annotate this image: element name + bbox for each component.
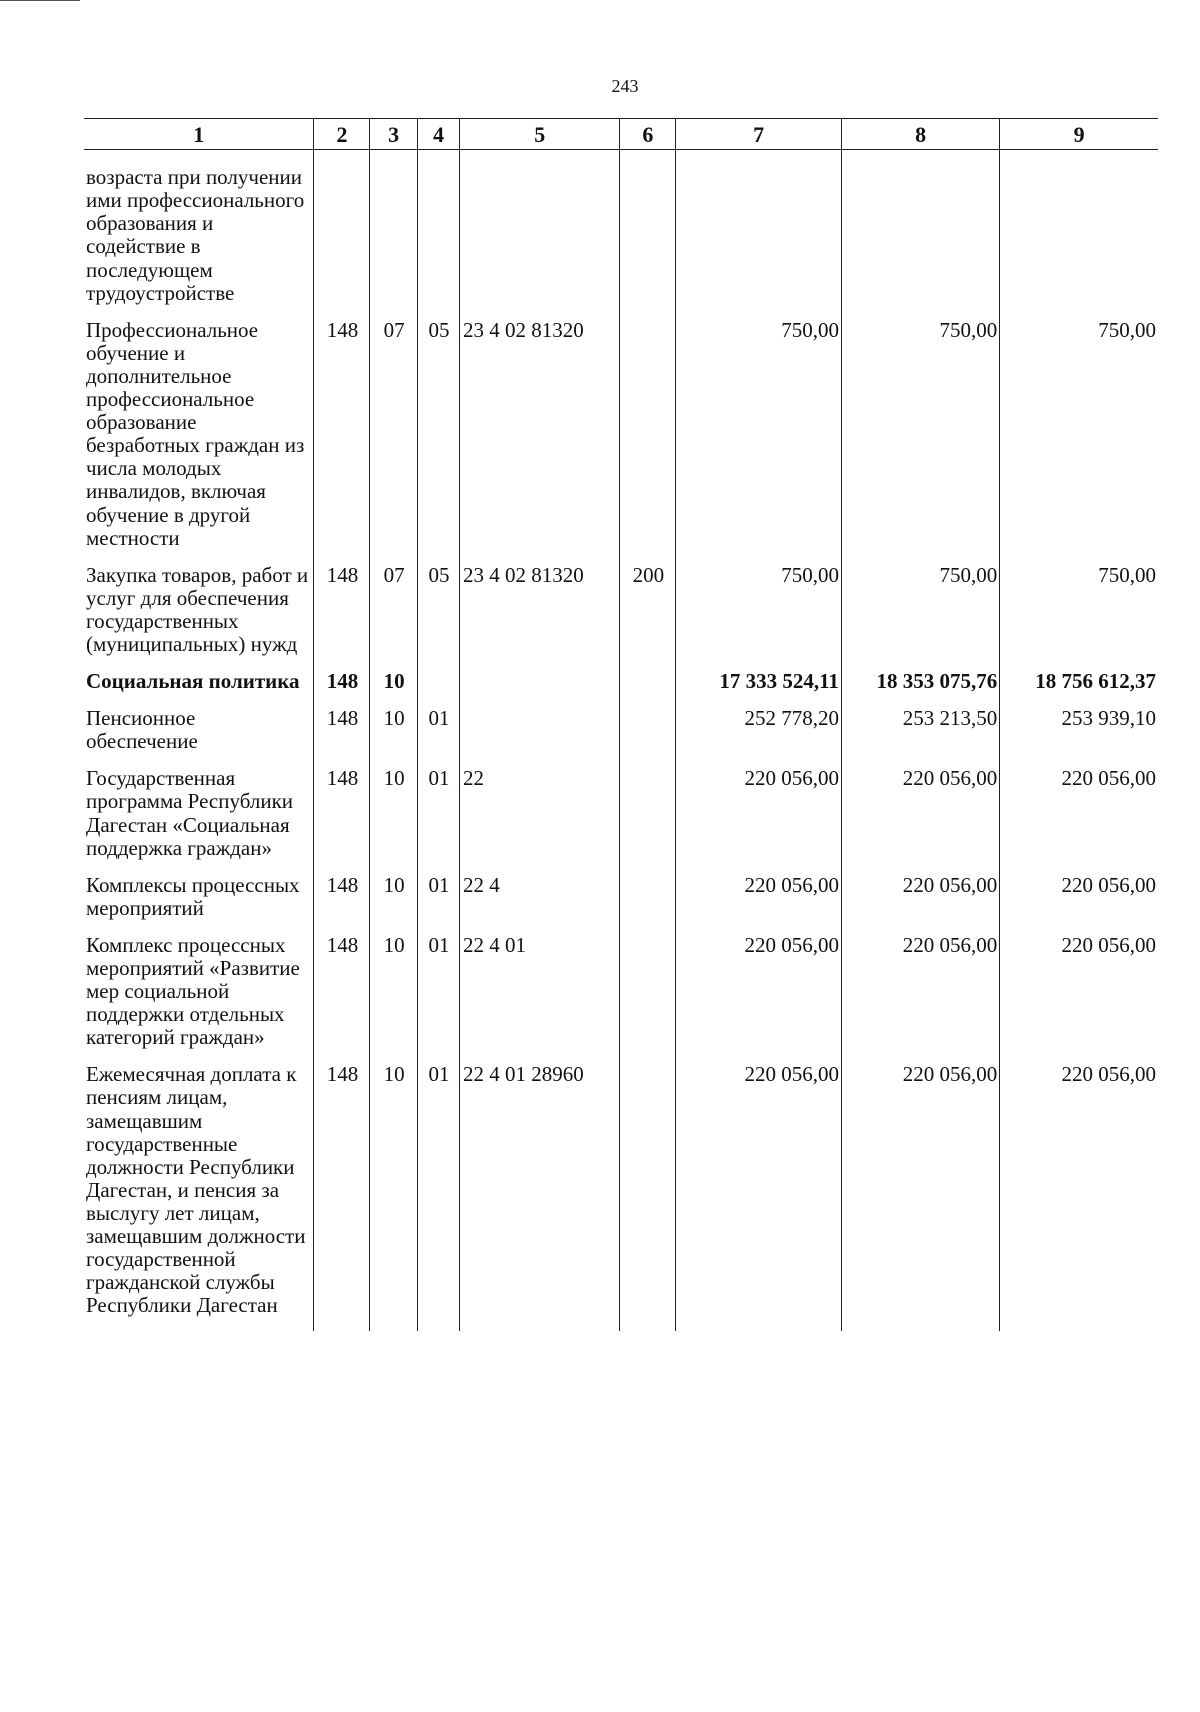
cell-amount-year-3 [1000,150,1158,319]
table-row [84,564,1158,670]
cell-amount-year-3: 253 939,10 [1000,707,1158,767]
cell-section: 10 [370,670,417,707]
table-row [84,767,1158,873]
cell-expense-type [620,670,676,707]
cell-name: Ежемесячная доплата к пенсиям лицам, замещавшим государственные должности Республики Дагестан, и пенсия за выслугу лет лицам, замещавшим должности государственной гражданской службы Республики Дагестан [86,1062,306,1318]
cell-expense-type [620,767,676,873]
cell-section: 10 [370,767,417,873]
cell-ministry-code: 148 [314,319,370,564]
cell-amount-year-2 [841,150,999,319]
cell-section [370,150,417,319]
cell-amount-year-2: 220 056,00 [841,1063,999,1331]
cell-name: Пенсионное обеспечение [86,706,198,754]
cell-section: 10 [370,874,417,934]
cell-name: Комплекс процессных мероприятий «Развитие мер социальной поддержки отдельных категорий граждан» [86,932,300,1050]
cell-target-article: 22 4 [460,874,620,934]
table-row [84,707,1158,767]
cell-target-article [460,150,620,319]
cell-amount-year-3: 220 056,00 [1000,874,1158,934]
cell-ministry-code: 148 [314,874,370,934]
table-body [84,150,1158,1332]
header-col-3: 3 [370,119,417,150]
cell-section: 10 [370,1063,417,1331]
cell-name: Профессиональное обучение и дополнительное профессиональное образование безработных граждан из числа молодых инвалидов, включая обучение в другой местности [86,317,305,550]
cell-section: 07 [370,564,417,670]
cell-target-article: 23 4 02 81320 [460,319,620,564]
cell-amount-year-1: 220 056,00 [676,767,842,873]
cell-subsection: 05 [417,564,459,670]
cell-amount-year-3: 750,00 [1000,564,1158,670]
cell-subsection [417,670,459,707]
cell-amount-year-2: 18 353 075,76 [841,670,999,707]
header-col-4: 4 [417,119,459,150]
scan-edge-line [0,0,80,1]
cell-amount-year-1: 750,00 [676,564,842,670]
cell-amount-year-1: 220 056,00 [676,874,842,934]
cell-target-article: 22 [460,767,620,873]
cell-name: возраста при получении ими профессионального образования и содействие в последующем трудоустройстве [86,165,305,305]
cell-amount-year-1: 220 056,00 [676,934,842,1063]
header-col-2: 2 [314,119,370,150]
header-col-5: 5 [460,119,620,150]
cell-ministry-code: 148 [314,1063,370,1331]
cell-name: Социальная политика [86,669,300,694]
cell-target-article [460,670,620,707]
cell-target-article: 22 4 01 28960 [460,1063,620,1331]
cell-amount-year-1: 17 333 524,11 [676,670,842,707]
budget-table-container [84,118,1158,1331]
table-row [84,934,1158,1063]
cell-amount-year-2: 750,00 [841,564,999,670]
table-row [84,319,1158,564]
cell-subsection: 01 [417,707,459,767]
page-number: 243 [611,76,639,96]
header-col-7: 7 [676,119,842,150]
cell-amount-year-2: 220 056,00 [841,934,999,1063]
cell-amount-year-1: 252 778,20 [676,707,842,767]
cell-expense-type [620,707,676,767]
table-row [84,874,1158,934]
cell-expense-type [620,150,676,319]
header-col-6: 6 [620,119,676,150]
header-col-8: 8 [841,119,999,150]
cell-ministry-code [314,150,370,319]
cell-amount-year-1 [676,150,842,319]
cell-name: Комплексы процессных мероприятий [86,872,300,920]
cell-name: Государственная программа Республики Дагестан «Социальная поддержка граждан» [86,766,294,860]
cell-subsection: 01 [417,767,459,873]
table-row [84,670,1158,707]
cell-amount-year-2: 253 213,50 [841,707,999,767]
cell-expense-type [620,934,676,1063]
cell-ministry-code: 148 [314,767,370,873]
cell-subsection: 01 [417,934,459,1063]
cell-ministry-code: 148 [314,564,370,670]
cell-expense-type [620,874,676,934]
cell-target-article: 22 4 01 [460,934,620,1063]
header-col-1: 1 [84,119,314,150]
cell-subsection: 01 [417,1063,459,1331]
cell-section: 10 [370,707,417,767]
cell-amount-year-2: 220 056,00 [841,767,999,873]
table-row [84,150,1158,319]
cell-ministry-code: 148 [314,934,370,1063]
cell-ministry-code: 148 [314,670,370,707]
cell-amount-year-1: 750,00 [676,319,842,564]
cell-amount-year-3: 220 056,00 [1000,767,1158,873]
cell-amount-year-3: 750,00 [1000,319,1158,564]
cell-ministry-code: 148 [314,707,370,767]
cell-amount-year-2: 750,00 [841,319,999,564]
cell-expense-type: 200 [620,564,676,670]
cell-target-article: 23 4 02 81320 [460,564,620,670]
budget-table [84,118,1158,1331]
cell-subsection: 05 [417,319,459,564]
cell-amount-year-1: 220 056,00 [676,1063,842,1331]
cell-subsection: 01 [417,874,459,934]
cell-subsection [417,150,459,319]
cell-target-article [460,707,620,767]
cell-name: Закупка товаров, работ и услуг для обеспечения государственных (муниципальных) нужд [86,562,309,656]
cell-amount-year-3: 18 756 612,37 [1000,670,1158,707]
cell-expense-type [620,1063,676,1331]
table-row [84,1063,1158,1331]
cell-amount-year-3: 220 056,00 [1000,1063,1158,1331]
cell-section: 10 [370,934,417,1063]
cell-amount-year-3: 220 056,00 [1000,934,1158,1063]
cell-section: 07 [370,319,417,564]
cell-expense-type [620,319,676,564]
cell-amount-year-2: 220 056,00 [841,874,999,934]
header-col-9: 9 [1000,119,1158,150]
header-row [84,119,1158,150]
